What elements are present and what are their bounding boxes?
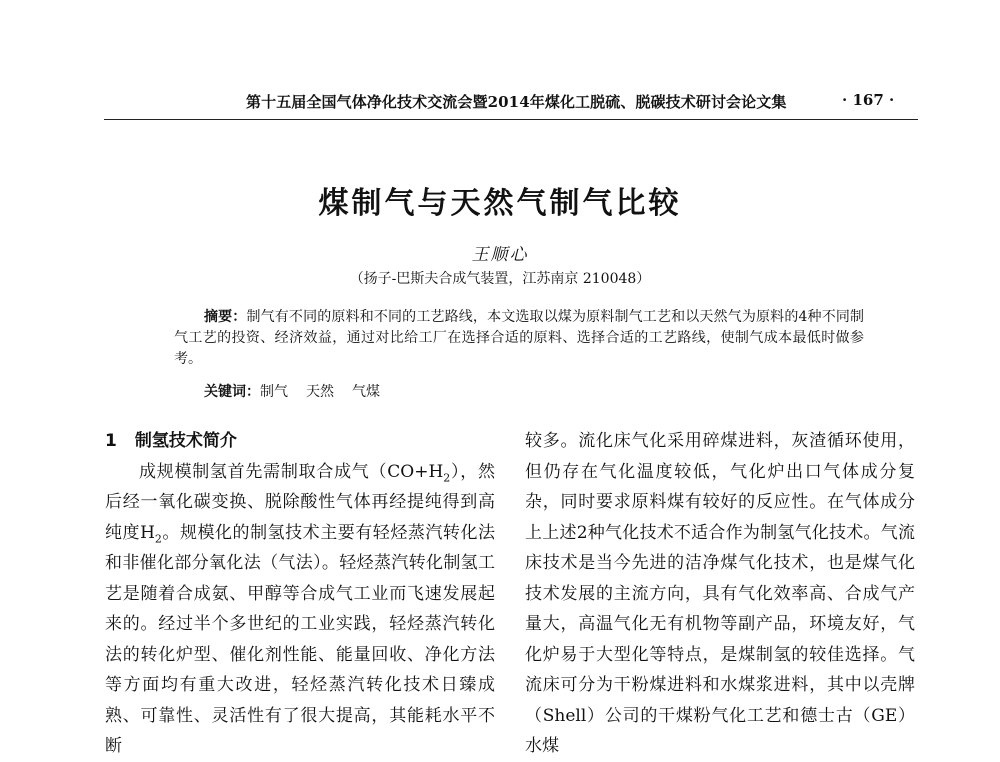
keywords-label: 关键词： [204,384,260,400]
author-affiliation: （扬子-巴斯夫合成气装置，江苏南京 210048） [349,271,651,287]
body-paragraph [105,457,495,762]
body-text: 。规模化的制氢技术主要有轻烃蒸汽转化法和非催化部分氧化法（气法）。轻烃蒸汽转化制氢工艺是随着合成氨、甲醇等合成气工业而飞速发展起来的。经过半个多世纪的工业实践，轻烃蒸汽转化法的转化炉型、催化剂性能、能量回收、净化方法等方面均有重大改进，轻烃蒸汽转化技术日臻成熟、可靠性、灵活性有了很大提高，其能耗水平不断 [105,522,495,756]
keyword: 天然 [306,384,334,400]
body-paragraph: 较多。流化床气化采用碎煤进料，灰渣循环使用，但仍存在气化温度较低，气化炉出口气体成分复杂，同时要求原料煤有较好的反应性。在气体成分上上述2种气化技术不适合作为制氢气化技术。气流床技术是当今先进的洁净煤气化技术，也是煤气化技术发展的主流方向，具有气化效率高、合成气产量大，高温气化无有机物等副产品，环境友好，气化炉易于大型化等特点，是煤制氢的较佳选择。气流床可分为干粉煤进料和水煤浆进料，其中以壳牌（Shell）公司的干煤粉气化工艺和德士古（GE）水煤 [525,431,915,756]
author-name: 王顺心 [471,245,529,265]
right-column [525,426,915,762]
keywords-line [204,381,398,401]
body-text: 成规模制氢首先需制取合成气（CO+H [139,461,444,482]
abstract-paragraph [174,307,864,370]
abstract-label: 摘要： [204,309,247,325]
section-heading [105,426,495,457]
left-column [105,426,495,762]
page-number: · 167 · [842,91,895,109]
subscript: 2 [154,531,162,545]
header-rule [104,119,918,120]
body-text: ），然后经一氧化碳变换、脱除酸性气体再经提纯得到高纯度H [105,461,495,543]
abstract-text: 制气有不同的原料和不同的工艺路线，本文选取以煤为原料制气工艺和以天然气为原料的4种不同制气工艺的投资、经济效益，通过对比给工厂在选择合适的原料、选择合适的工艺路线，使制气成本最低时做参考。 [174,309,865,367]
running-header: 第十五届全国气体净化技术交流会暨2014年煤化工脱硫、脱碳技术研讨会论文集 [246,93,787,111]
keyword: 气煤 [352,384,380,400]
keyword: 制气 [260,384,288,400]
section-title: 制氢技术简介 [134,431,237,451]
abstract-block [174,307,864,370]
section-number: 1 [105,431,117,451]
subscript: 2 [443,470,451,484]
article-title: 煤制气与天然气制气比较 [318,186,682,221]
